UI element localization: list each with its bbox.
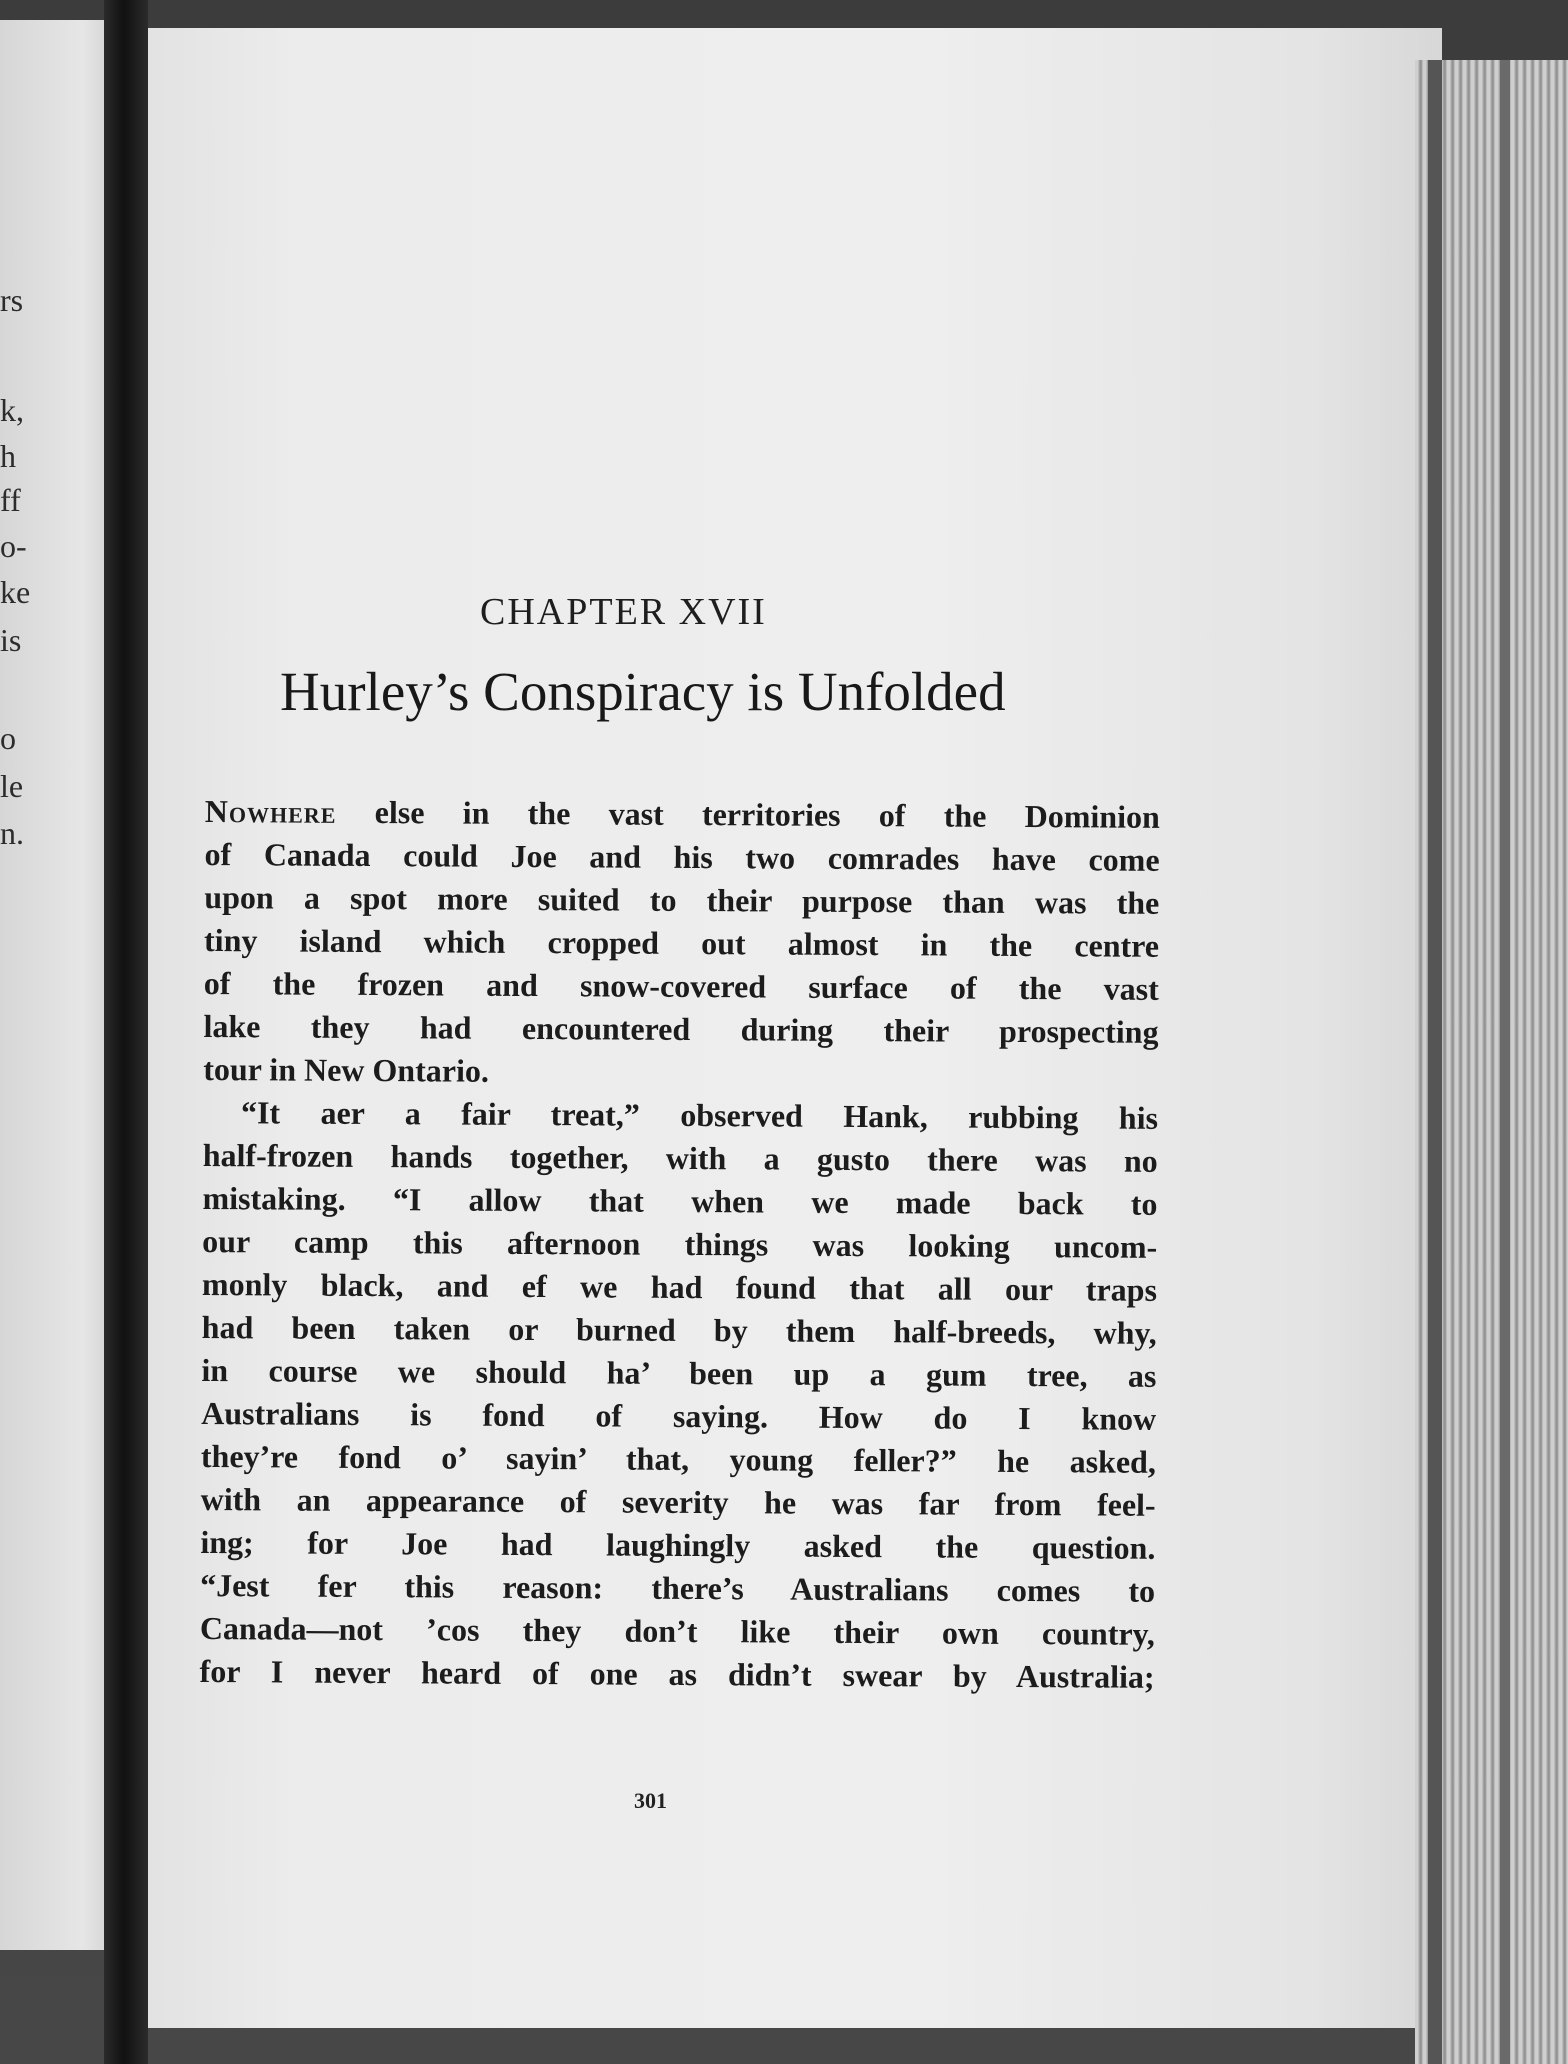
page-stack-shadow (1428, 60, 1442, 2064)
left-page-fragment: is (0, 622, 22, 658)
body-line: of the frozen and snow-covered surface of the vast (203, 964, 1159, 1007)
left-page-fragment: k, (0, 392, 24, 428)
left-page-fragment: o (0, 720, 16, 756)
body-line: monly black, and ef we had found that all our traps (201, 1265, 1158, 1308)
left-page-fragment: ff (0, 482, 21, 518)
body-line-text: else in the vast territories of the Dominion (336, 793, 1160, 835)
left-page-fragment: rs (0, 282, 24, 318)
left-page-fragment: h (0, 438, 16, 474)
body-line: ing; for Joe had laughingly asked the question. (200, 1523, 1156, 1566)
body-line: Canada—not ’cos they don’t like their own country, (199, 1609, 1155, 1652)
body-line: they’re fond o’ sayin’ that, young feller?” he asked, (200, 1437, 1157, 1480)
body-line-first (205, 790, 1160, 839)
chapter-title: Hurley’s Conspiracy is Unfolded (280, 661, 1006, 722)
body-line: lake they had encountered during their prospecting (203, 1007, 1159, 1050)
book-gutter (104, 0, 148, 2064)
left-page-fragment: o- (0, 528, 27, 564)
body-line: half-frozen hands together, with a gusto there was no (202, 1136, 1158, 1179)
left-page-fragment: ke (0, 574, 31, 610)
left-page-edge (0, 20, 118, 1950)
page-stack-shadow (1500, 60, 1510, 2064)
chapter-number: CHAPTER XVII (480, 591, 767, 633)
page-number: 301 (634, 1788, 667, 1813)
body-line: Australians is fond of saying. How do I know (201, 1394, 1157, 1437)
body-line: with an appearance of severity he was far from feel- (200, 1480, 1156, 1523)
body-line: of Canada could Joe and his two comrades have come (204, 835, 1160, 878)
body-line: “It aer a fair treat,” observed Hank, rubbing his (240, 1094, 1159, 1136)
body-line: in course we should ha’ been up a gum tree, as (201, 1351, 1157, 1394)
body-line: our camp this afternoon things was looking uncom- (202, 1222, 1158, 1265)
body-line: tour in New Ontario. (203, 1050, 490, 1089)
body-line: tiny island which cropped out almost in the centre (203, 921, 1160, 964)
lead-word: Nowhere (204, 792, 337, 830)
left-page-fragment: le (0, 768, 24, 804)
body-line: for I never heard of one as didn’t swear by Australia; (199, 1652, 1155, 1695)
left-page-fragment: n. (0, 815, 24, 851)
chapter-body (199, 790, 1159, 1699)
body-line: had been taken or burned by them half-breeds, why, (201, 1308, 1157, 1351)
body-line: mistaking. “I allow that when we made back to (202, 1179, 1158, 1222)
body-line: upon a spot more suited to their purpose than was the (204, 878, 1160, 921)
body-line: “Jest fer this reason: there’s Australians comes to (200, 1566, 1156, 1609)
